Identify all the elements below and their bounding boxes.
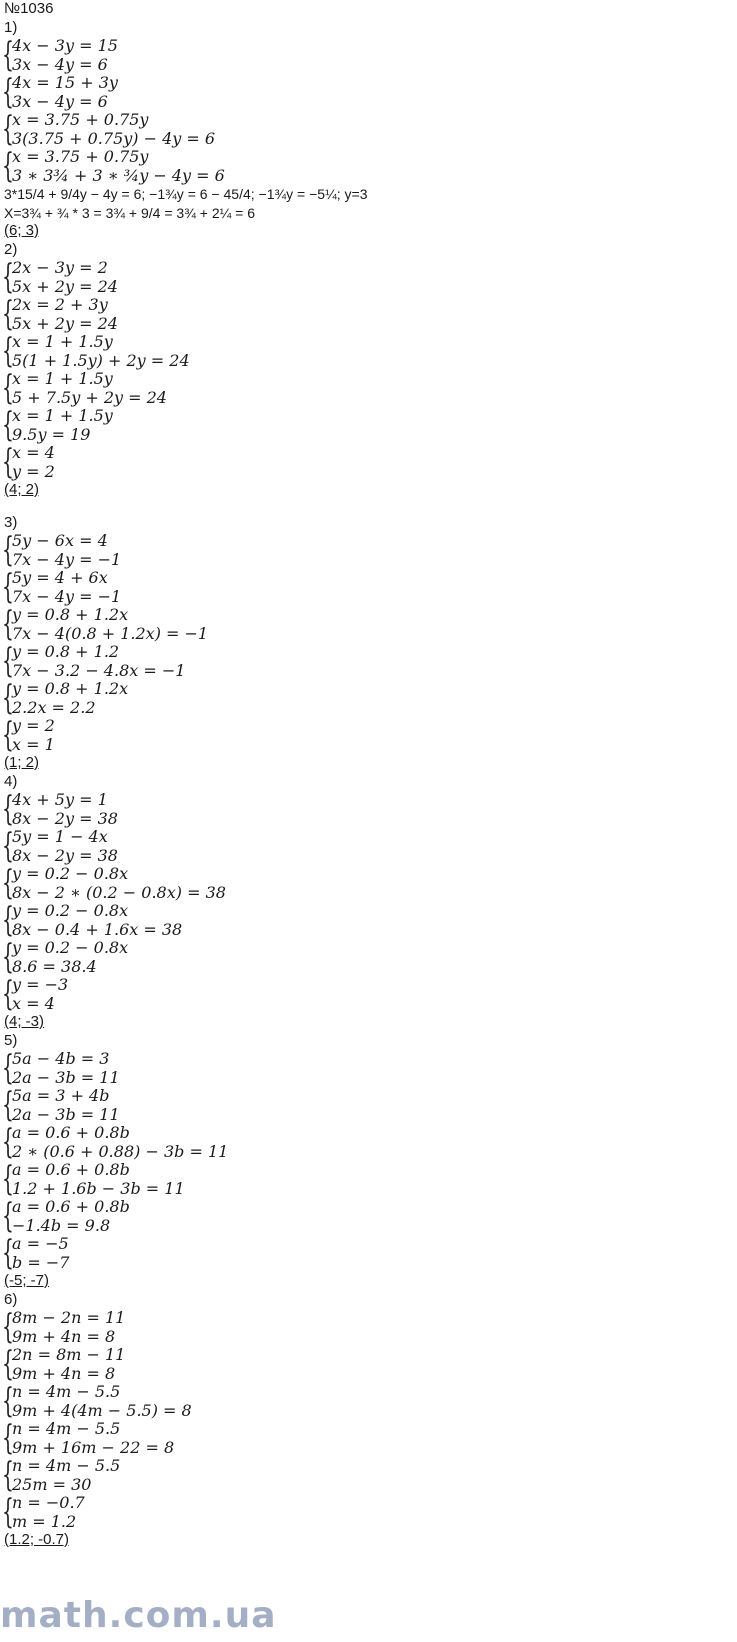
answer: (4; 2) [4,481,40,498]
equation-line: n = 4m − 5.5 [12,1456,121,1475]
system-brace: { [2,937,14,977]
system-brace: { [2,1307,14,1347]
system-brace: { [2,442,14,482]
equation-line: 2 ∗ (0.6 + 0.88) − 3b = 11 [12,1141,229,1161]
equation-line: 7x − 3.2 − 4.8x = −1 [12,660,186,680]
equation-line: x = 1 + 1.5y [12,406,113,425]
equation-line: y = 0.2 − 0.8x [12,901,129,920]
equation-line: x = 3.75 + 0.75y [12,147,149,166]
equation-line: y = 2 [12,461,55,481]
system-brace: { [2,1455,14,1495]
equation-line: 8.6 = 38.4 [12,956,97,976]
equation-line: x = 4 [12,993,55,1013]
equation-line: 5a = 3 + 4b [12,1086,110,1105]
equation-line: 3(3.75 + 0.75y) − 4y = 6 [12,128,216,148]
equation-line: 9.5y = 19 [12,424,91,444]
equation-line: 5 + 7.5y + 2y = 24 [12,387,167,407]
system-brace: { [2,604,14,644]
equation-line: y = 0.2 − 0.8x [12,864,129,883]
equation-line: y = 2 [12,716,55,735]
answer: (1; 2) [4,754,40,771]
system-brace: { [2,974,14,1014]
equation-line: 5x + 2y = 24 [12,276,118,296]
equation-line: 9m + 4n = 8 [12,1363,116,1383]
section-label: 3) [4,513,18,531]
system-brace: { [2,294,14,334]
system-brace: { [2,715,14,755]
system-brace: { [2,257,14,297]
equation-line: y = 0.8 + 1.2x [12,679,129,698]
system-brace: { [2,368,14,408]
system-brace: { [2,1196,14,1236]
equation-line: 5(1 + 1.5y) + 2y = 24 [12,350,190,370]
equation-line: 2x − 3y = 2 [12,258,108,277]
system-brace: { [2,863,14,903]
equation-line: 7x − 4(0.8 + 1.2x) = −1 [12,623,209,643]
system-brace: { [2,826,14,866]
system-brace: { [2,1159,14,1199]
equation-line: 2x = 2 + 3y [12,295,108,314]
equation-line: x = 3.75 + 0.75y [12,110,149,129]
system-brace: { [2,1344,14,1384]
problem-number: №1036 [4,0,54,17]
system-brace: { [2,567,14,607]
section-label: 5) [4,1031,18,1049]
equation-line: n = −0.7 [12,1493,85,1512]
system-brace: { [2,1381,14,1421]
equation-line: 8m − 2n = 11 [12,1308,126,1327]
system-brace: { [2,331,14,371]
system-brace: { [2,1418,14,1458]
system-brace: { [2,1085,14,1125]
calculation-line: 3*15/4 + 9/4y − 4y = 6; −1¾y = 6 − 45/4; −1¾y = −5¼; y=3 [4,186,368,202]
section-label: 4) [4,772,18,790]
equation-line: y = 0.8 + 1.2 [12,642,120,661]
equation-line: 2n = 8m − 11 [12,1345,126,1364]
system-brace: { [2,641,14,681]
system-brace: { [2,900,14,940]
equation-line: 2.2x = 2.2 [12,697,96,717]
system-brace: { [2,405,14,445]
equation-line: y = 0.2 − 0.8x [12,938,129,957]
equation-line: 5a − 4b = 3 [12,1049,110,1068]
equation-line: x = 1 + 1.5y [12,369,113,388]
equation-line: a = 0.6 + 0.8b [12,1160,130,1179]
section-label: 2) [4,240,18,258]
equation-line: 8x − 0.4 + 1.6x = 38 [12,919,183,939]
system-brace: { [2,789,14,829]
equation-line: 4x + 5y = 1 [12,790,108,809]
system-brace: { [2,1048,14,1088]
system-brace: { [2,678,14,718]
system-brace: { [2,72,14,112]
section-label: 1) [4,18,18,36]
equation-line: 5y = 4 + 6x [12,568,108,587]
equation-line: 5x + 2y = 24 [12,313,118,333]
system-brace: { [2,1233,14,1273]
equation-line: 9m + 16m − 22 = 8 [12,1437,175,1457]
equation-line: 2a − 3b = 11 [12,1067,120,1087]
equation-line: a = 0.6 + 0.8b [12,1197,130,1216]
equation-line: −1.4b = 9.8 [12,1215,111,1235]
section-label: 6) [4,1290,18,1308]
equation-line: y = 0.8 + 1.2x [12,605,129,624]
equation-line: 9m + 4n = 8 [12,1326,116,1346]
system-brace: { [2,35,14,75]
equation-line: 3 ∗ 3¾ + 3 ∗ ¾y − 4y = 6 [12,165,225,185]
answer: (4; -3) [4,1013,45,1030]
equation-line: 4x = 15 + 3y [12,73,118,92]
answer: (1.2; -0.7) [4,1531,70,1548]
equation-line: 2a − 3b = 11 [12,1104,120,1124]
equation-line: a = −5 [12,1234,69,1253]
equation-line: 5y = 1 − 4x [12,827,108,846]
equation-line: 5y − 6x = 4 [12,531,108,550]
equation-line: 8x − 2y = 38 [12,845,118,865]
system-brace: { [2,109,14,149]
equation-line: 7x − 4y = −1 [12,549,122,569]
calculation-line: X=3¾ + ¾ * 3 = 3¾ + 9/4 = 3¾ + 2¼ = 6 [4,204,256,221]
answer: (-5; -7) [4,1272,49,1289]
equation-line: 7x − 4y = −1 [12,586,122,606]
system-brace: { [2,1122,14,1162]
equation-line: a = 0.6 + 0.8b [12,1123,130,1142]
equation-line: y = −3 [12,975,69,994]
equation-line: 4x − 3y = 15 [12,36,118,55]
watermark-logo: math.com.ua [0,1595,277,1636]
equation-line: 3x − 4y = 6 [12,54,108,74]
equation-line: m = 1.2 [12,1511,77,1531]
system-brace: { [2,1492,14,1532]
system-brace: { [2,146,14,186]
equation-line: 1.2 + 1.6b − 3b = 11 [12,1178,185,1198]
answer: (6; 3) [4,222,40,239]
equation-line: n = 4m − 5.5 [12,1419,121,1438]
equation-line: b = −7 [12,1252,70,1272]
equation-line: 25m = 30 [12,1474,92,1494]
equation-line: 8x − 2 ∗ (0.2 − 0.8x) = 38 [12,882,226,902]
equation-line: 8x − 2y = 38 [12,808,118,828]
equation-line: n = 4m − 5.5 [12,1382,121,1401]
equation-line: x = 1 [12,734,55,754]
equation-line: 3x − 4y = 6 [12,91,108,111]
system-brace: { [2,530,14,570]
equation-line: x = 1 + 1.5y [12,332,113,351]
equation-line: 9m + 4(4m − 5.5) = 8 [12,1400,192,1420]
equation-line: x = 4 [12,443,55,462]
